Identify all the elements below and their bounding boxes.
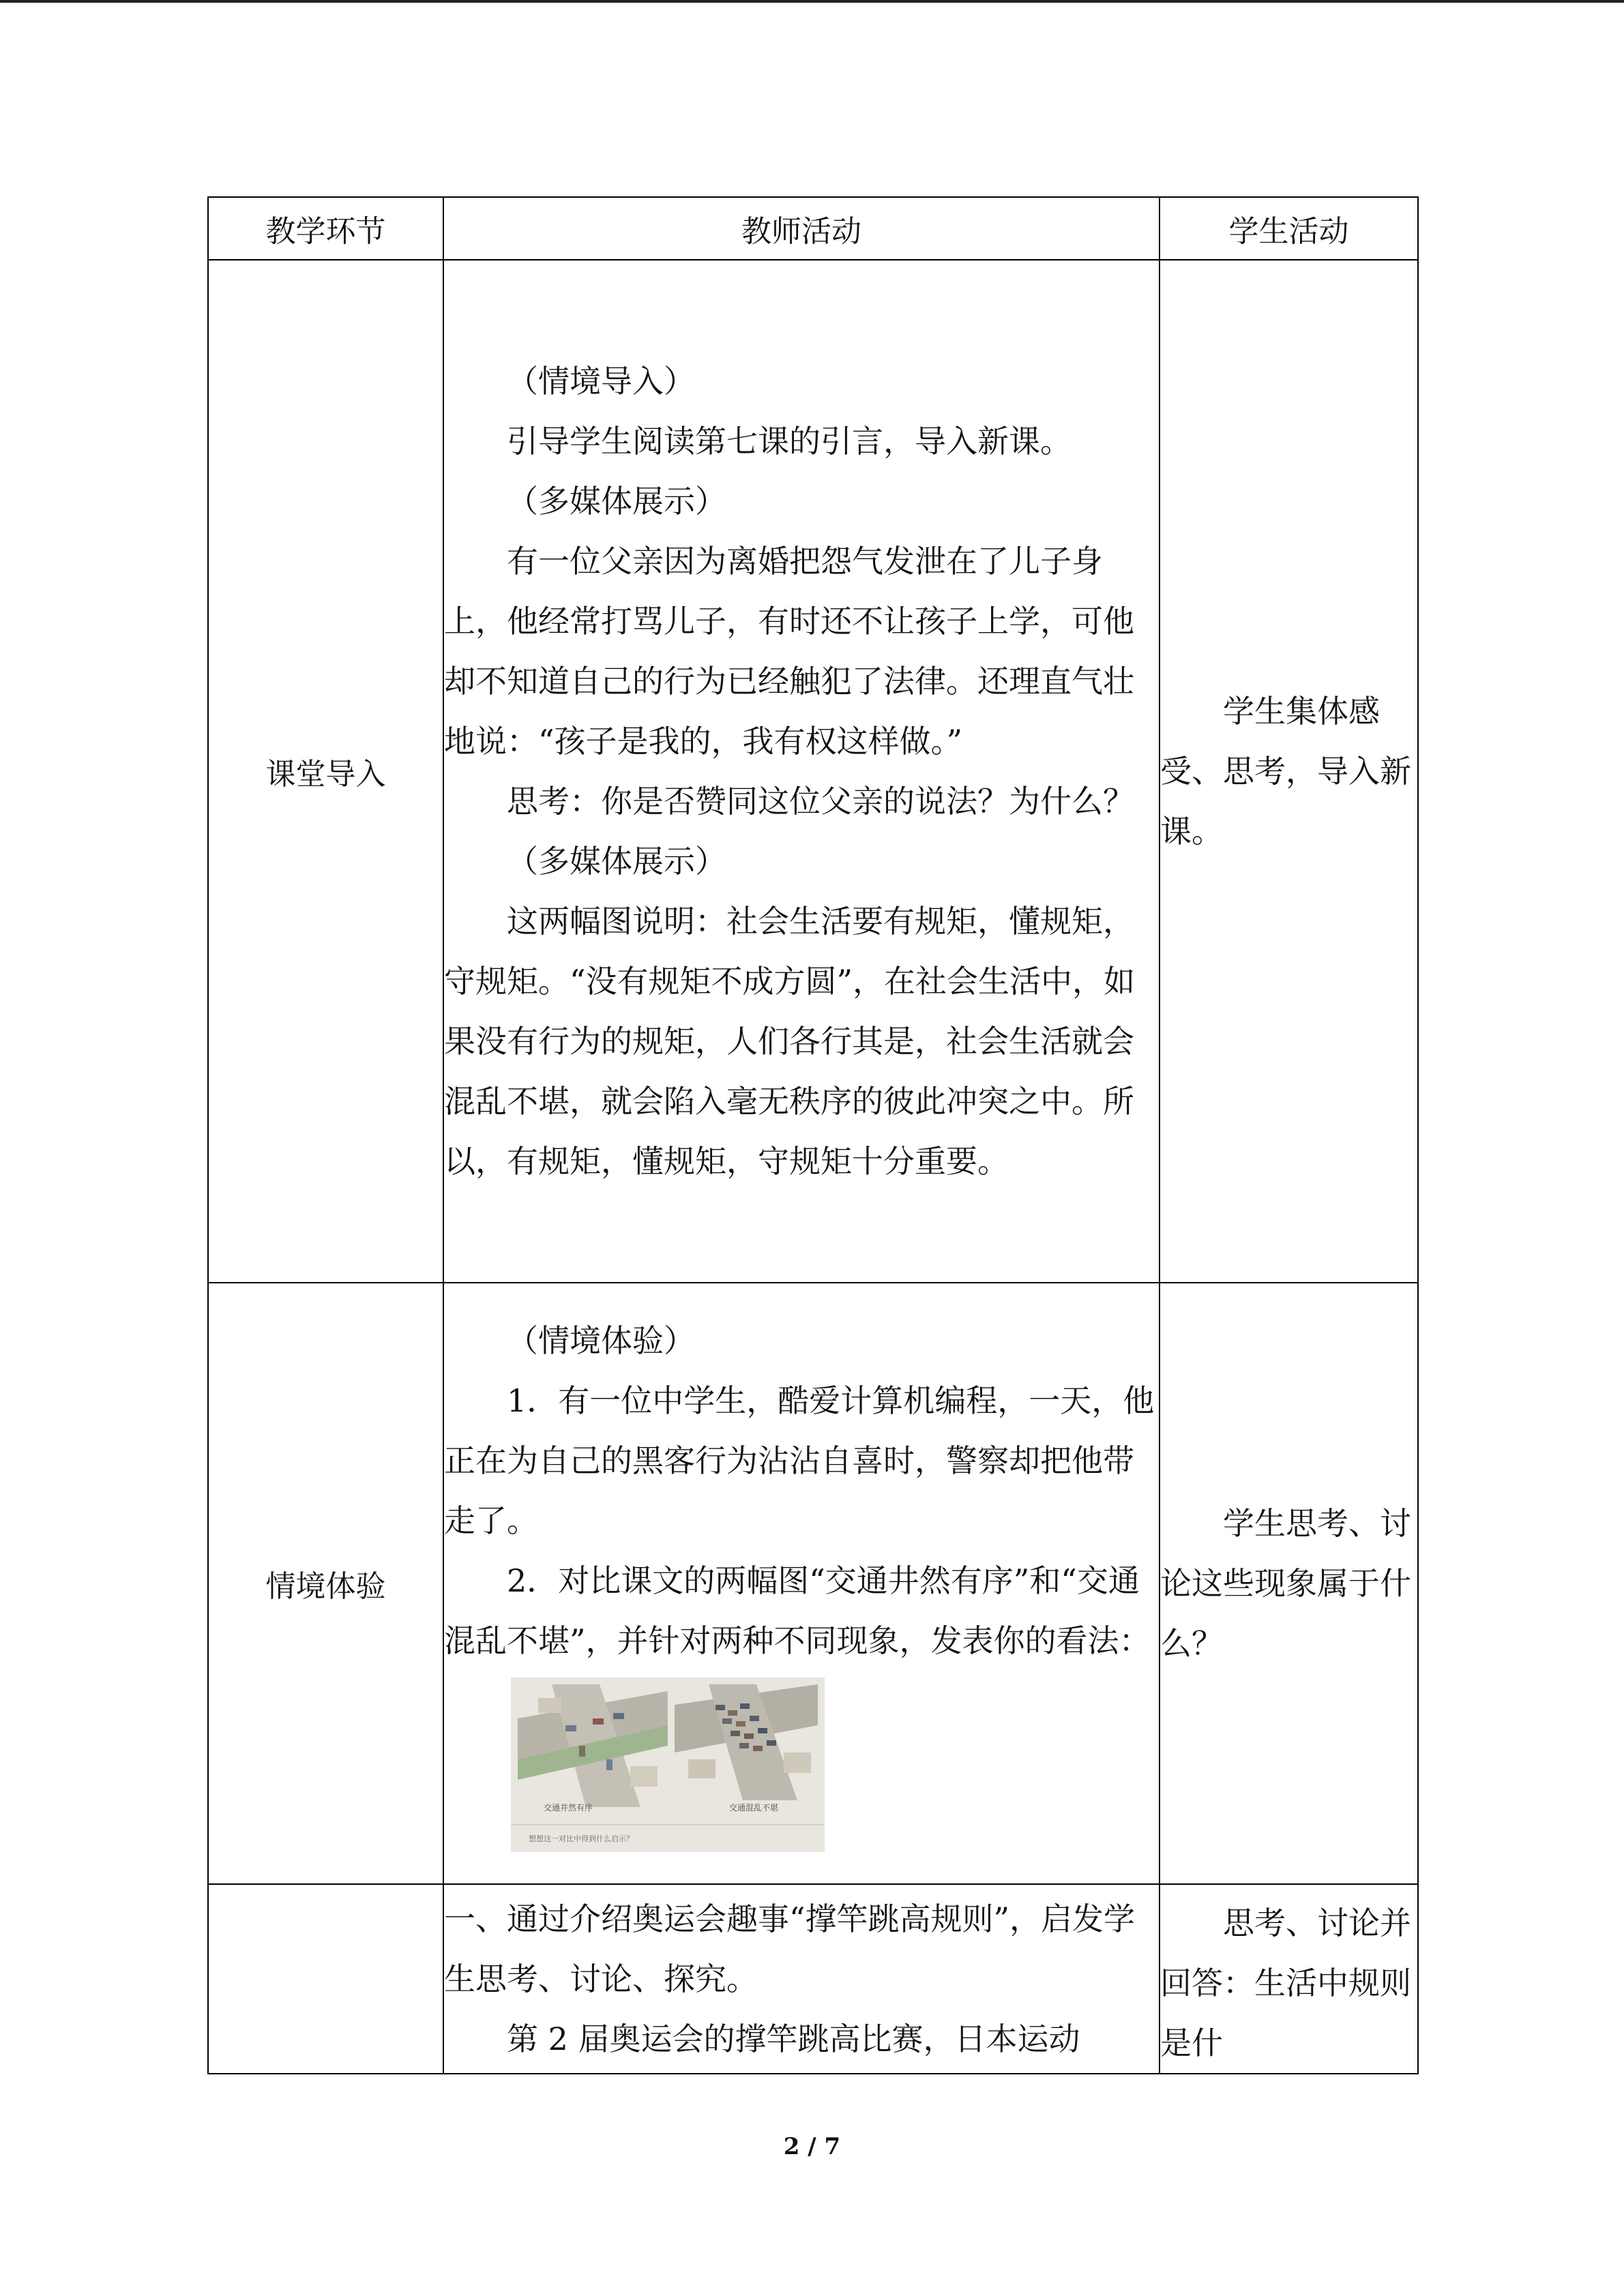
paragraph: 学生集体感受、思考，导入新课。 [1160, 693, 1411, 850]
left-image-caption: 交通井然有序 [544, 1803, 593, 1813]
table-row [208, 1884, 1418, 2074]
teacher-activity-cell [443, 260, 1160, 1283]
traffic-illustration [511, 1678, 825, 1852]
paragraph: 思考、讨论并回答：生活中规则是什 [1160, 1905, 1411, 2061]
header-teacher-activity: 教师活动 [443, 197, 1160, 260]
header-student-activity: 学生活动 [1160, 197, 1418, 260]
section-cell: 情境体验 [208, 1283, 443, 1884]
paragraph: 学生思考、讨论这些现象属于什么？ [1160, 1505, 1411, 1662]
student-activity-cell [1160, 260, 1418, 1283]
top-border-line [0, 0, 1624, 3]
paragraph: 有一位父亲因为离婚把怨气发泄在了儿子身上，他经常打骂儿子，有时还不让孩子上学，可他却不知道自己的行为已经触犯了法律。还理直气壮地说：“孩子是我的，我有权这样做。” [444, 543, 1134, 760]
page-number: 2 / 7 [783, 2133, 841, 2160]
section-cell: 课堂导入 [208, 260, 443, 1283]
traffic-comparison-image [511, 1678, 825, 1852]
paragraph: 思考：你是否赞同这位父亲的说法？为什么？ [507, 783, 1134, 820]
bottom-image-caption: 想想这一对比中得到什么启示？ [529, 1834, 634, 1843]
lesson-plan-table [207, 196, 1419, 2074]
paragraph: 一、通过介绍奥运会趣事“撑竿跳高规则”，启发学生思考、讨论、探究。 [444, 1900, 1136, 1997]
section-cell [208, 1884, 443, 2074]
teacher-activity-cell [443, 1884, 1160, 2074]
paragraph: 引导学生阅读第七课的引言，导入新课。 [507, 423, 1072, 460]
table-row [208, 1283, 1418, 1884]
student-activity-cell [1160, 1283, 1418, 1884]
paragraph: （情境导入） [507, 363, 695, 400]
paragraph: 第 2 届奥运会的撑竿跳高比赛，日本运动 [507, 2021, 1080, 2057]
table-row [208, 260, 1418, 1283]
right-image-caption: 交通混乱不堪 [729, 1803, 779, 1813]
paragraph: 这两幅图说明：社会生活要有规矩，懂规矩，守规矩。“没有规矩不成方圆”，在社会生活中，如果没有行为的规矩，人们各行其是，社会生活就会混乱不堪，就会陷入毫无秩序的彼此冲突之中。所以，有规矩，懂规矩，守规矩十分重要。 [444, 903, 1136, 1180]
paragraph: 1．有一位中学生，酷爱计算机编程，一天，他正在为自己的黑客行为沾沾自喜时，警察却把他带走了。 [444, 1382, 1155, 1539]
paragraph: （情境体验） [507, 1322, 695, 1359]
header-section: 教学环节 [208, 197, 443, 260]
table-header-row [208, 197, 1418, 260]
paragraph: 2．对比课文的两幅图“交通井然有序”和“交通混乱不堪”，并针对两种不同现象，发表你的看法： [444, 1562, 1151, 1659]
paragraph: （多媒体展示） [507, 843, 726, 880]
paragraph: （多媒体展示） [507, 483, 726, 520]
teacher-activity-cell [443, 1283, 1160, 1884]
student-activity-cell [1160, 1884, 1418, 2074]
